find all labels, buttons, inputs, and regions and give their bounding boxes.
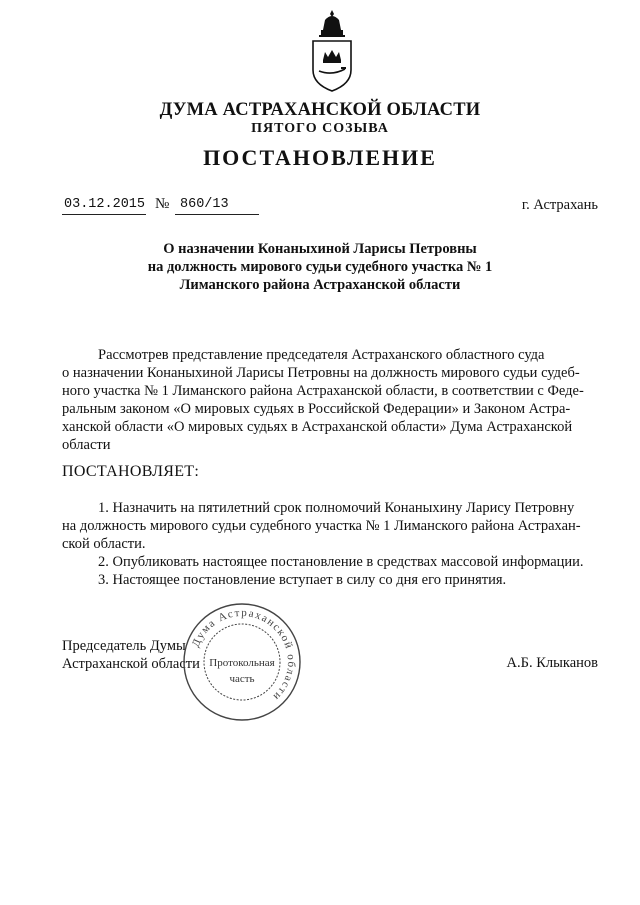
paragraph-line: области <box>62 437 111 453</box>
paragraph-line: ного участка № 1 Лиманского района Астраханской области, в соответствии с Феде- <box>62 383 584 399</box>
document-type-title: ПОСТАНОВЛЕНИЕ <box>203 145 437 170</box>
document-city: г. Астрахань <box>521 197 598 213</box>
signatory-name: А.Б. Клыканов <box>506 655 598 671</box>
crown-shield-icon <box>307 8 357 94</box>
subject-line: на должность мирового судьи судебного участка № 1 <box>147 259 493 275</box>
number-underline <box>175 214 259 215</box>
date-underline <box>62 214 146 215</box>
paragraph-line: Рассмотрев представление председателя Астраханского областного суда <box>98 347 545 363</box>
decree-items <box>62 499 598 589</box>
official-stamp <box>180 600 304 724</box>
paragraph-line: о назначении Конаныхиной Ларисы Петровны на должность мирового судьи судеб- <box>62 365 580 381</box>
stamp-ring-text: Дума Астраханской области <box>189 606 298 704</box>
document-subject <box>0 240 640 294</box>
decree-heading: ПОСТАНОВЛЯЕТ: <box>62 463 200 480</box>
paragraph-line: ральным законом «О мировых судьях в Российской Федерации» и Законом Астра- <box>62 401 571 417</box>
decree-item-line: 1. Назначить на пятилетний срок полномочий Конаныхину Ларису Петровну <box>98 500 575 516</box>
convocation-label: ПЯТОГО СОЗЫВА <box>251 121 389 136</box>
decree-item-line: 3. Настоящее постановление вступает в силу со дня его принятия. <box>98 572 507 588</box>
subject-line: Лиманского района Астраханской области <box>179 277 461 293</box>
decree-item-line: ской области. <box>62 536 146 552</box>
document-date: 03.12.2015 <box>64 197 146 212</box>
subject-line: О назначении Конаныхиной Ларисы Петровны <box>163 241 477 257</box>
svg-text:Дума Астраханской области <box>190 607 297 704</box>
document-number: 860/13 <box>180 197 229 212</box>
stamp-center-line: часть <box>229 673 255 685</box>
coat-of-arms-emblem <box>307 8 357 94</box>
signatory-role-line: Астраханской области <box>62 656 200 672</box>
decree-item-line: 2. Опубликовать настоящее постановление в средствах массовой информации. <box>98 554 584 570</box>
organization-name: ДУМА АСТРАХАНСКОЙ ОБЛАСТИ <box>159 100 481 120</box>
number-sign: № <box>155 196 170 212</box>
stamp-seal-icon <box>180 600 304 724</box>
stamp-center-line: Протокольная <box>209 657 275 669</box>
decree-item-line: на должность мирового судьи судебного участка № 1 Лиманского района Астрахан- <box>62 518 581 534</box>
paragraph-line: ханской области «О мировых судьях в Астраханской области» Дума Астраханской <box>62 419 573 435</box>
signatory-role-line: Председатель Думы <box>62 638 186 654</box>
preamble-paragraph <box>62 346 598 454</box>
